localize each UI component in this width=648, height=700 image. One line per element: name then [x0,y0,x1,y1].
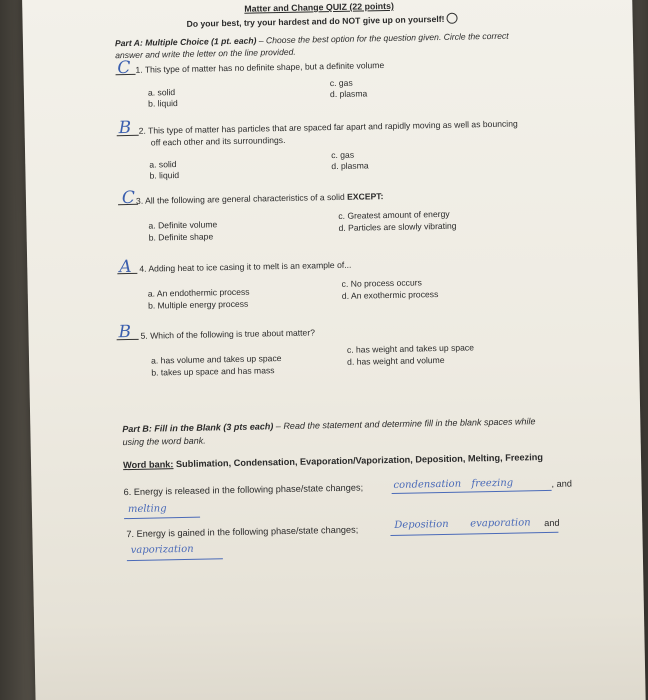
q1-option-d: d. plasma [329,88,368,100]
q3-option-a: a. Definite volume [148,219,218,231]
part-a-instructions [115,31,509,49]
q3-option-b: b. Definite shape [148,231,214,243]
answer-5: B [118,321,132,343]
part-b-label: Part B: Fill in the Blank (3 pts each) [122,421,274,435]
question-5-num: 5. [140,330,148,341]
question-4-num: 4. [139,263,147,274]
part-a-label: Part A: Multiple Choice (1 pt. each) [114,35,257,49]
question-2 [139,119,518,136]
part-b-instructions [122,416,535,434]
q7-blank-line [390,532,558,536]
question-2-text: This type of matter has particles that are spaced far apart and rapidly moving as well as bouncing [147,118,518,136]
part-b-instructions-1: – Read the statement and determine fill in the blank spaces while [273,416,536,432]
q6-blank-line-2 [124,517,200,519]
q4-option-c: c. No process occurs [341,277,422,289]
quiz-subtitle-text: Do your best, try your hardest and do NOT give up on yourself! [186,13,445,29]
question-4 [139,260,351,274]
question-7: 7. Energy is gained in the following phase/state changes; [126,524,359,540]
q6-answer-3: melting [127,503,167,516]
question-2-num: 2. [138,125,146,136]
word-bank-label: Word bank: [122,459,174,471]
part-a-instructions-1: – Choose the best option for the question given. Circle the correct [256,30,509,46]
q6-and: , and [551,478,573,489]
question-3-except: EXCEPT: [347,191,384,202]
q7-answer-2: evaporation [470,517,531,530]
question-3-text: All the following are general characteristics of a solid [144,191,348,206]
question-1-text: This type of matter has no definite shape, but a definite volume [144,60,385,75]
q5-option-b: b. takes up space and has mass [151,365,275,378]
q5-option-d: d. has weight and volume [347,354,445,367]
q6-answer-1: condensation [393,478,462,491]
question-5 [140,327,315,340]
part-a-instructions-line2: answer and write the letter on the line provided. [115,46,296,61]
q3-option-d: d. Particles are slowly vibrating [338,220,457,233]
answer-2: B [118,117,132,139]
question-3 [136,191,384,206]
part-b-instructions-line2: using the word bank. [122,435,206,448]
q6-answer-2: freezing [471,477,514,490]
q2-option-c: c. gas [331,149,355,161]
q1-option-c: c. gas [329,77,353,89]
word-bank [123,452,543,470]
q2-option-b: b. liquid [149,170,180,181]
question-1 [135,60,384,75]
q4-option-b: b. Multiple energy process [147,298,249,311]
quiz-paper [22,0,646,700]
q2-option-d: d. plasma [331,160,369,172]
quiz-subtitle [186,13,457,29]
question-3-num: 3. [135,195,144,206]
question-2-line2: off each other and its surroundings. [150,134,286,148]
q7-answer-1: Deposition [394,518,449,531]
q3-option-c: c. Greatest amount of energy [338,208,450,221]
q4-option-d: d. An exothermic process [341,289,439,301]
question-5-text: Which of the following is true about matter? [150,327,316,341]
q4-option-a: a. An endothermic process [147,286,250,299]
q5-option-c: c. has weight and takes up space [346,342,475,355]
smiley-icon [446,13,457,24]
q7-and: and [544,517,560,529]
question-4-text: Adding heat to ice casing it to melt is an example of... [148,259,352,274]
answer-1: C [117,57,131,79]
question-1-num: 1. [135,64,143,75]
word-bank-list: Sublimation, Condensation, Evaporation/Vaporization, Deposition, Melting, Freezing [173,452,544,470]
answer-4: A [119,256,132,278]
quiz-title: Matter and Change QUIZ (22 points) [244,0,394,14]
question-6: 6. Energy is released in the following phase/state changes; [123,482,364,498]
q1-option-b: b. liquid [148,98,178,109]
q5-option-a: a. has volume and takes up space [150,353,282,366]
answer-3: C [121,187,136,209]
q1-option-a: a. solid [147,87,176,98]
q7-answer-3: vaporization [130,543,194,557]
q7-blank-line-2 [127,558,223,561]
q2-option-a: a. solid [149,159,177,170]
